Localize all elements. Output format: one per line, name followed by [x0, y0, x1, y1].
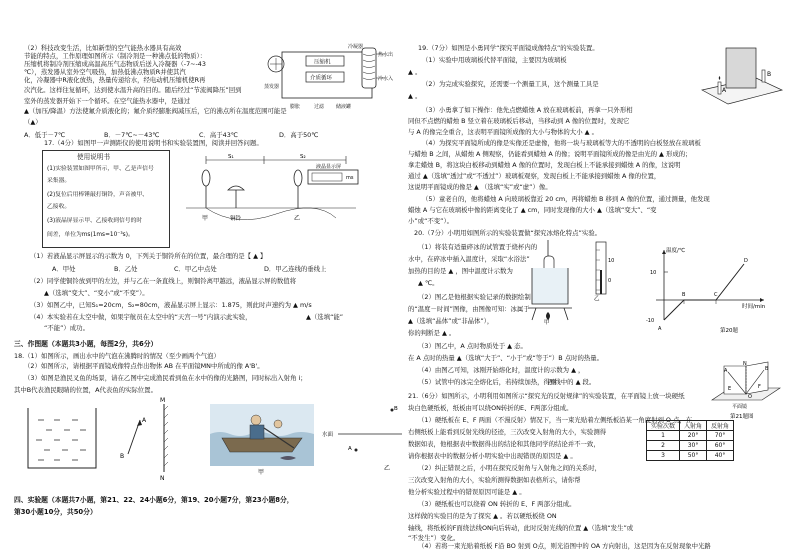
board-f-label: F: [758, 384, 761, 390]
table-cell: 3: [647, 451, 680, 461]
q21-line: 这样做的实验目的是为了探究 ▲ 。若以硬纸板绕 ON: [408, 512, 557, 520]
right-column: [408, 0, 786, 550]
q16-line: 压缩机将制冷剂压缩成高温高压气态物质后送入冷凝器（-7~-43: [24, 60, 206, 68]
q17-intro: 17.（4分）如图甲一声测距仪的使用说明书和实验装置图，阅读并回答问题。: [44, 139, 263, 147]
q19-line: 拿走蜡烛 B，将这块白板移动到蜡烛 A 像的位置时，发现白板上不能承接到蜡烛 A 的像，这说明: [408, 161, 681, 169]
bell-label: 铜铃: [230, 216, 242, 222]
q16-line: 节能的特点，工作原理如图所示（制冷剂是一种沸点低的物质）：: [24, 52, 207, 60]
graph-10-label: 10: [650, 270, 657, 276]
q19-line: 同但不点燃的蜡烛 B 竖立着在玻璃板后移动，当移动到 A 像的位置时，发现它: [408, 117, 630, 125]
object-b-label: B: [120, 453, 125, 460]
q19-line: 与 A 的像完全重合，这表明平面镜所成像的大小与物体的大小 ▲ 。: [408, 128, 598, 136]
heat-pump-diagram: [262, 42, 402, 114]
table-cell: 2: [647, 441, 680, 451]
q16-line: （2）科技改变生活，比如新型的空气能热水器具有高效: [24, 44, 182, 52]
reflection-experiment-figure: [710, 360, 784, 420]
fig21-caption: 第21题图: [730, 414, 754, 420]
fish-a-label: A: [348, 446, 352, 452]
q17-sub3: （3）如图乙中，已知S₁=20cm，S₂=80cm，液晶显示屏上显示：1.875，则此时声速约为 ▲ m/s: [30, 301, 312, 309]
q20-line: 的“温度－时间”图像，由图像可知：冰属于: [408, 305, 530, 313]
table-cell: 50°: [680, 451, 707, 461]
q20-line: （3）图乙中，A 点时物质处于 ▲ 态。: [418, 342, 527, 350]
manual-line: (2)复位后用棒锤敲打铜铃，声音被甲、: [47, 192, 148, 198]
q19-line: （2）为完成实验探究，还需要一个测量工具，这个测量工具是: [422, 80, 599, 88]
thermo-0-label: 0: [608, 278, 612, 284]
q19-line: （3）小勇拿了如下操作：他先点燃蜡烛 A 放在玻璃板前，再拿一只外形相: [422, 106, 633, 114]
normal-n-label: N: [743, 361, 747, 367]
point-d-label: D: [744, 258, 748, 264]
point-b-label: B: [682, 292, 686, 298]
ice-melting-apparatus: [524, 238, 584, 324]
table-cell: 70°: [707, 431, 734, 441]
q16-option-b: B．－7℃~－43℃: [104, 131, 160, 139]
screen-label: 液晶显示屏: [316, 164, 342, 170]
boiling-beaker-figure: [24, 406, 100, 472]
jia-label: 甲: [202, 215, 209, 222]
yi-label: 乙: [294, 215, 301, 222]
q17-option-c: C．甲乙中点处: [174, 265, 217, 273]
q16-line: 化，冷凝器中R液化放热，热量传递给水，经电动机压缩机使R再: [24, 76, 206, 84]
q20-line: （2）图乙是他根据实验记录的数据绘制: [418, 293, 531, 301]
q19-line: （4）为探究平面镜所成的像是实像还是虚像，他将一块与玻璃板等大的不透明的白板竖放在玻璃板: [422, 139, 701, 147]
q19-line: 这说明平面镜成的像是 ▲ （选填“实”或“虚”）像。: [408, 183, 552, 191]
table-header: 反射角: [707, 421, 734, 431]
q21-line: 请你根据表中的数据分析小明实验中出现错误的原因是 ▲ 。: [408, 452, 577, 460]
table-cell: 60°: [707, 441, 734, 451]
q19-line: 19.（7分）如图是小勇同学“探究平面镜成像特点”的实验装置。: [418, 44, 599, 52]
left-column: [14, 0, 404, 550]
thermometer-figure: [588, 240, 614, 300]
svg-text:膨胀: 膨胀: [290, 104, 301, 110]
q19-line: 小”或“不变”）。: [408, 217, 454, 225]
svg-text:储液罐: 储液罐: [336, 104, 352, 110]
plane-mirror-figure: [114, 396, 194, 480]
refraction-figure: [322, 404, 402, 476]
point-o-label: O: [748, 394, 752, 400]
table-cell: 20°: [680, 431, 707, 441]
q18-line: （2）如图所示，请根据平面镜成像特点作出物体 AB 在平面镜MN中所成的像 A'B'。: [24, 362, 264, 370]
q19-line: 与蜡烛 B 之间，从蜡烛 A 侧观察，仍能看到蜡烛 A 的像；说明平面镜所成的像是由光的 ▲ 形成的；: [408, 150, 692, 158]
q16-line: （▲）: [24, 118, 42, 126]
refraction-yi-label: 乙: [384, 465, 391, 472]
q17-sub1: （1）若液晶显示屏显示的示数为 0，下列关于铜铃所在的位置，最合理的是【 ▲ 】: [30, 252, 267, 260]
q16-option-a: A．低于－7℃: [24, 131, 66, 139]
temperature-time-graph: [644, 244, 774, 334]
q18-line: （3）如图是渔民叉鱼的场景，请在乙图中完成渔民看到鱼在水中的像的光路图，同时标出入射角 i；: [24, 374, 307, 382]
section-3-title: 三、作图题（本题共3小题，每图2分，共6分）: [14, 340, 158, 348]
manual-line: 采集器。: [47, 178, 71, 184]
q17-sub4: （4）本实验若在太空中做，如果宇航员在太空中的“天宫一号”内演示此实验，: [30, 313, 252, 321]
table-cell: 40°: [707, 451, 734, 461]
table-row: [647, 451, 734, 461]
table-cell: 1: [647, 431, 680, 441]
q20-line: ▲ ℃。: [418, 279, 439, 287]
mirror-caption: 平面镜: [732, 404, 748, 410]
table-header: 实验次数: [647, 421, 680, 431]
q16-line: ▲（加压/降温）方法使氟介质液化的；氟介质经膨胀阀减压后，它的沸点所在温度范围可能是: [24, 107, 287, 115]
table-row: [647, 441, 734, 451]
q21-line: 块白色硬纸板，纸板由可以绕ON转折的E、F两部分组成。: [408, 404, 573, 412]
fishing-jia-label: 甲: [258, 469, 265, 476]
graph-time-axis-label: 时间/min: [742, 304, 766, 310]
q21-line: 21.（6分）如图所示，小明利用如图所示“探究光的反射规律”的实验装置，在平面镜上放一块硬纸: [408, 392, 685, 400]
q20-line: （5）试管中的冰完全熔化后，若持续加热，得到: [418, 378, 557, 386]
manual-line: (3)液晶屏显示甲、乙接收到信号的时: [47, 218, 143, 224]
svg-text:介质循环: 介质循环: [310, 75, 333, 82]
q19-line: 蜡烛 A 与它在玻璃板中像的距离变化了 ▲ cm，同时发现像的大小 ▲（选填“变大”、“变: [408, 206, 657, 214]
q21-line: 轴线，将纸板的F面绕法线ON向后转动，此时反射光线的位置 ▲（选填“发生”或: [408, 524, 634, 532]
q17-sub4-tail: ▲（选填“能”: [306, 313, 344, 321]
object-a-label: A: [142, 417, 147, 424]
q21-line: （4）若将一束光贴着纸板 F沿 BO 射到 O点，则光沿图中的 OA 方向射出，这是因为在反射现象中光路: [418, 542, 711, 550]
manual-line: 间差，单位为ms(1ms=10⁻³s)。: [47, 232, 134, 238]
q19-line: ▲ 。: [408, 92, 422, 100]
eye-b-label: B: [394, 406, 398, 412]
q19-line: （1）实验中用玻璃板代替平面镜，主要因为玻璃板: [422, 56, 567, 64]
svg-text:热水出: 热水出: [378, 52, 394, 58]
plane-mirror-experiment-figure: [698, 40, 784, 106]
svg-text:冷水入: 冷水入: [378, 76, 394, 82]
ray-a-label: A: [724, 368, 728, 374]
s2-label: S₂: [300, 154, 306, 160]
table-cell: 30°: [680, 441, 707, 451]
fishing-scene-figure: [210, 404, 314, 476]
graph-minus10-label: -10: [646, 318, 655, 324]
q21-line: 他分析实验过程中的错误原因可能是 ▲ 。: [408, 488, 526, 496]
q20-line: 你的判断是 ▲ 。: [408, 329, 456, 337]
q20-line: 20.（7分）小明用如图所示的实验装置做“探究冰熔化特点”实验。: [414, 229, 602, 237]
q17-sub2-tail: ▲（选填“变大”、“变小”或“不变”）。: [44, 289, 149, 297]
q21-line: 右侧纸板上能看到反射光线的径迹，三次改变入射角的大小，实验测得: [408, 428, 607, 436]
table-header-row: [647, 421, 734, 431]
section-4-title-2: 第30小题10分，共50分）: [14, 508, 97, 516]
q21-line: （3）硬纸板也可以绕着 ON 转折的 E、F 两部分组成。: [418, 500, 576, 508]
q16-line: 次汽化。这样往复循环，达到使水温升高的目的。随后经过“节流阀降压”回到: [24, 86, 242, 94]
q16-line: 室外的蒸发器开始下一个循环。在空气能热水器中，是通过: [24, 97, 191, 105]
svg-text:蒸发器: 蒸发器: [264, 84, 280, 90]
manual-title: 使用说明书: [77, 153, 110, 161]
q16-line: ℃），蒸发器从室外空气吸热，加热低沸点物质R并使其汽: [24, 68, 186, 76]
q16-option-c: C．高于43℃: [199, 131, 238, 139]
instruction-manual-box: [42, 150, 170, 248]
sound-ranging-apparatus: [176, 148, 366, 248]
point-a-label: A: [658, 326, 662, 332]
reflection-data-table: [646, 420, 734, 461]
q20-line: ▲（选填“晶体”或“非晶体”），: [408, 317, 494, 325]
q20-line: 水中，在碎冰中插入温度计，采取“水浴法”: [408, 255, 530, 263]
candle-a-label: A: [722, 87, 727, 94]
svg-text:压缩机: 压缩机: [314, 59, 331, 66]
q19-line: 通过 ▲（选填“透过”或“不透过”）玻璃板观察，发现白板上不能承接到蜡烛 A 像的位置，: [408, 172, 661, 180]
q19-line: （5）童老自的，他将蜡烛 A 向玻璃板靠近 20 cm，再将蜡烛 B 移到 A 像的位置，通过测量，他发现: [422, 195, 710, 203]
q17-sub4-end: “不能”）成功。: [44, 324, 89, 332]
manual-line: 乙接收。: [47, 204, 71, 210]
q21-line: 三次改变入射角的大小，实验所测得数据如表格所示，请你帮: [408, 476, 581, 484]
section-4-title: 四、实验题（本题共7小题，第21、22、24小题6分，第19、20小题7分，第23小题8分，: [14, 496, 294, 504]
q20-line-b: 图线中的 ▲ 段。: [548, 378, 596, 386]
apparatus-jia-label: 甲: [544, 320, 550, 326]
q17-option-d: D．甲乙连线的垂线上: [264, 265, 327, 273]
q21-line: （2）纠正错误之后，小明在探究反射角与入射角之间的关系时，: [418, 464, 602, 472]
thermo-10-label: 10: [608, 258, 615, 264]
q20-line: 在 A 点时的热量 ▲（选填“大于”、“小于”或“等于”）B 点时的热量。: [408, 354, 604, 362]
manual-line: (1)实验装置如图甲所示，甲、乙是声信号: [47, 166, 154, 172]
candle-b-label: B: [767, 71, 772, 78]
q20-line: （1）将装有适量碎冰的试管置于烧杯内的: [418, 243, 538, 251]
q17-option-a: A．甲处: [52, 265, 76, 273]
q19-line: ▲ 。: [408, 68, 422, 76]
q17-sub2: （2）同学使铜铃放到甲的左边，并与乙在一条直线上，则铜铃离甲越远，液晶显示屏的数值将: [30, 277, 297, 285]
q21-line: （1）硬纸板在 E、F 两面（不漫反射）情况下，当一束光贴着左侧纸板沿某一角度射到 O 点，在: [418, 416, 693, 424]
svg-text:过滤: 过滤: [314, 104, 325, 110]
q20-line: 加热的目的是 ▲ ，图中温度计示数为: [408, 267, 513, 275]
mirror-m-label: M: [160, 397, 166, 404]
ray-b-label: B: [765, 366, 769, 372]
fig20-caption: 第20题: [720, 328, 738, 334]
water-surface-label: 水面: [322, 432, 334, 438]
s1-label: S₁: [228, 154, 234, 160]
point-c-label: C: [714, 292, 718, 298]
table-header: 入射角: [680, 421, 707, 431]
q18-line: 18.（1）如图所示，画出水中的气泡在沸腾时的情况（至少画两个气泡）: [14, 352, 220, 360]
mirror-n-label: N: [160, 475, 165, 482]
table-row: [647, 431, 734, 441]
unit-label: ms: [346, 175, 354, 181]
q18-line: 其中B代表渔民眼睛的位置，A代表鱼的实际位置。: [14, 386, 157, 394]
q21-line: 数据如表，他根据表中数据得出的结论和其他同学的结论并不一致，: [408, 440, 600, 448]
q17-option-b: B．乙处: [114, 265, 138, 273]
q20-line: （4）由图乙可知，冰刚开始熔化时，温度计的示数为 ▲ ，: [418, 366, 585, 374]
board-e-label: E: [728, 386, 732, 392]
graph-temp-axis-label: 温度/℃: [666, 248, 686, 254]
q21-line: “不发生”）变化。: [408, 534, 460, 542]
thermo-yi-label: 乙: [594, 296, 600, 302]
q16-option-d: D．高于50℃: [279, 131, 319, 139]
svg-text:冷凝器: 冷凝器: [348, 44, 364, 50]
